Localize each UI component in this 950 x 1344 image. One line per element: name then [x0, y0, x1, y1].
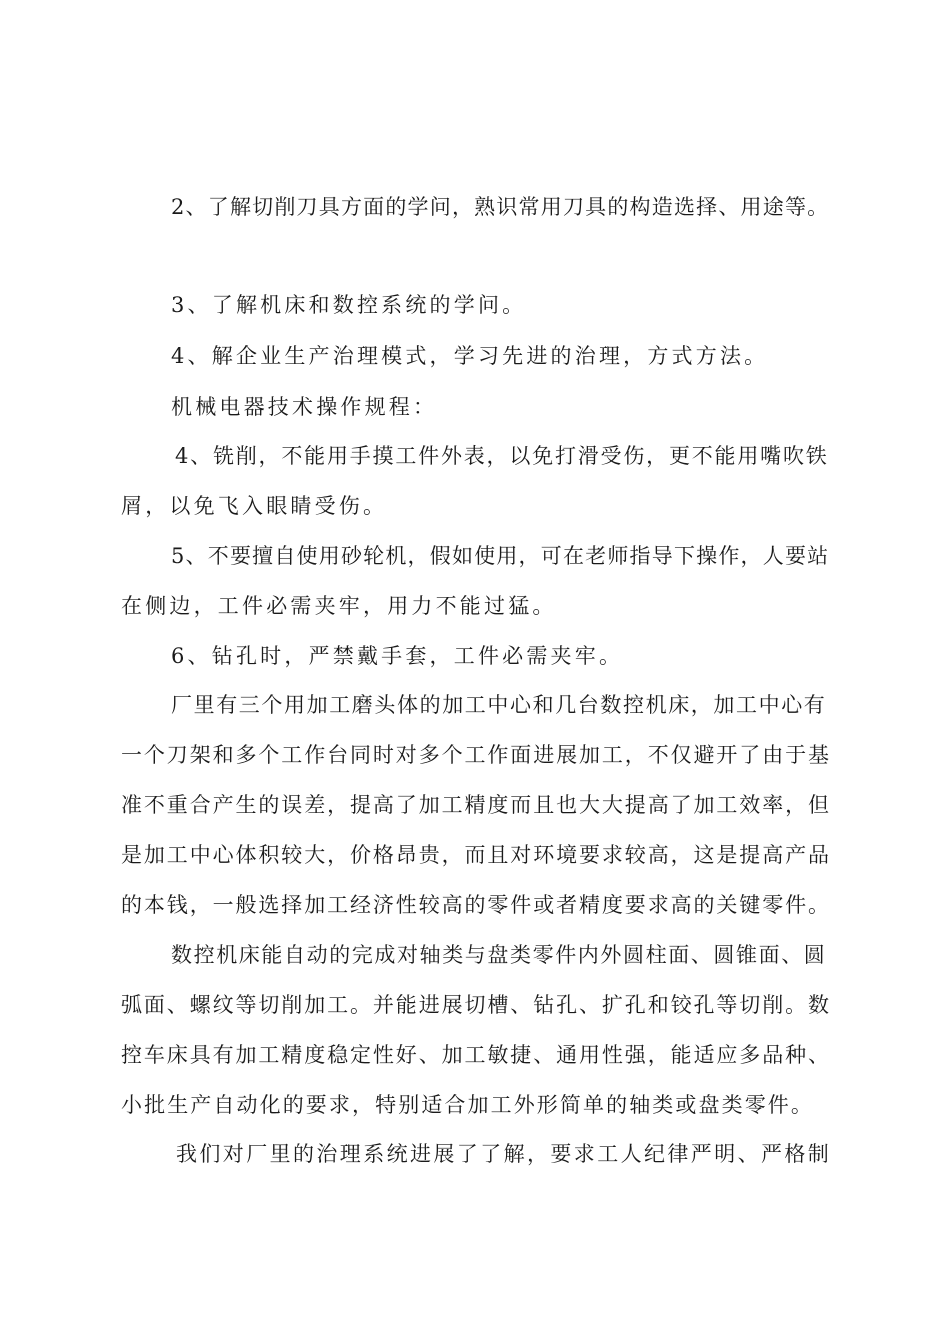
- text-line-9: 6、钻孔时，严禁戴手套，工件必需夹牢。: [171, 644, 624, 668]
- text-line-2: 3、了解机床和数控系统的学问。: [171, 293, 527, 317]
- text-line-5: 4、铣削，不能用手摸工件外表，以免打滑受伤，更不能用嘴吹铁: [175, 444, 829, 468]
- text-line-8: 在侧边，工件必需夹牢，用力不能过猛。: [121, 594, 557, 618]
- text-line-18: 小批生产自动化的要求，特别适合加工外形简单的轴类或盘类零件。: [121, 1093, 814, 1117]
- text-line-10: 厂里有三个用加工磨头体的加工中心和几台数控机床，加工中心有: [171, 693, 827, 717]
- text-line-19: 我们对厂里的治理系统进展了了解，要求工人纪律严明、严格制: [176, 1142, 832, 1166]
- text-line-11: 一个刀架和多个工作台同时对多个工作面进展加工，不仅避开了由于基: [121, 743, 831, 767]
- text-line-3: 4、解企业生产治理模式，学习先进的治理，方式方法。: [171, 344, 769, 368]
- text-line-6: 屑，以免飞入眼睛受伤。: [121, 494, 388, 518]
- text-line-7: 5、不要擅自使用砂轮机，假如使用，可在老师指导下操作，人要站: [171, 544, 830, 568]
- text-line-1: 2、了解切削刀具方面的学问，熟识常用刀具的构造选择、用途等。: [171, 195, 830, 219]
- text-line-13: 是加工中心体积较大，价格昂贵，而且对环境要求较高，这是提高产品: [121, 843, 831, 867]
- text-line-14: 的本钱，一般选择加工经济性较高的零件或者精度要求高的关键零件。: [121, 893, 831, 917]
- text-line-17: 控车床具有加工精度稳定性好、加工敏捷、通用性强，能适应多品种、: [121, 1043, 831, 1067]
- text-line-12: 准不重合产生的误差，提高了加工精度而且也大大提高了加工效率，但: [121, 793, 831, 817]
- text-line-4: 机械电器技术操作规程：: [171, 395, 438, 419]
- text-line-16: 弧面、螺纹等切削加工。并能进展切槽、钻孔、扩孔和铰孔等切削。数: [121, 993, 831, 1017]
- text-line-15: 数控机床能自动的完成对轴类与盘类零件内外圆柱面、圆锥面、圆: [171, 943, 827, 967]
